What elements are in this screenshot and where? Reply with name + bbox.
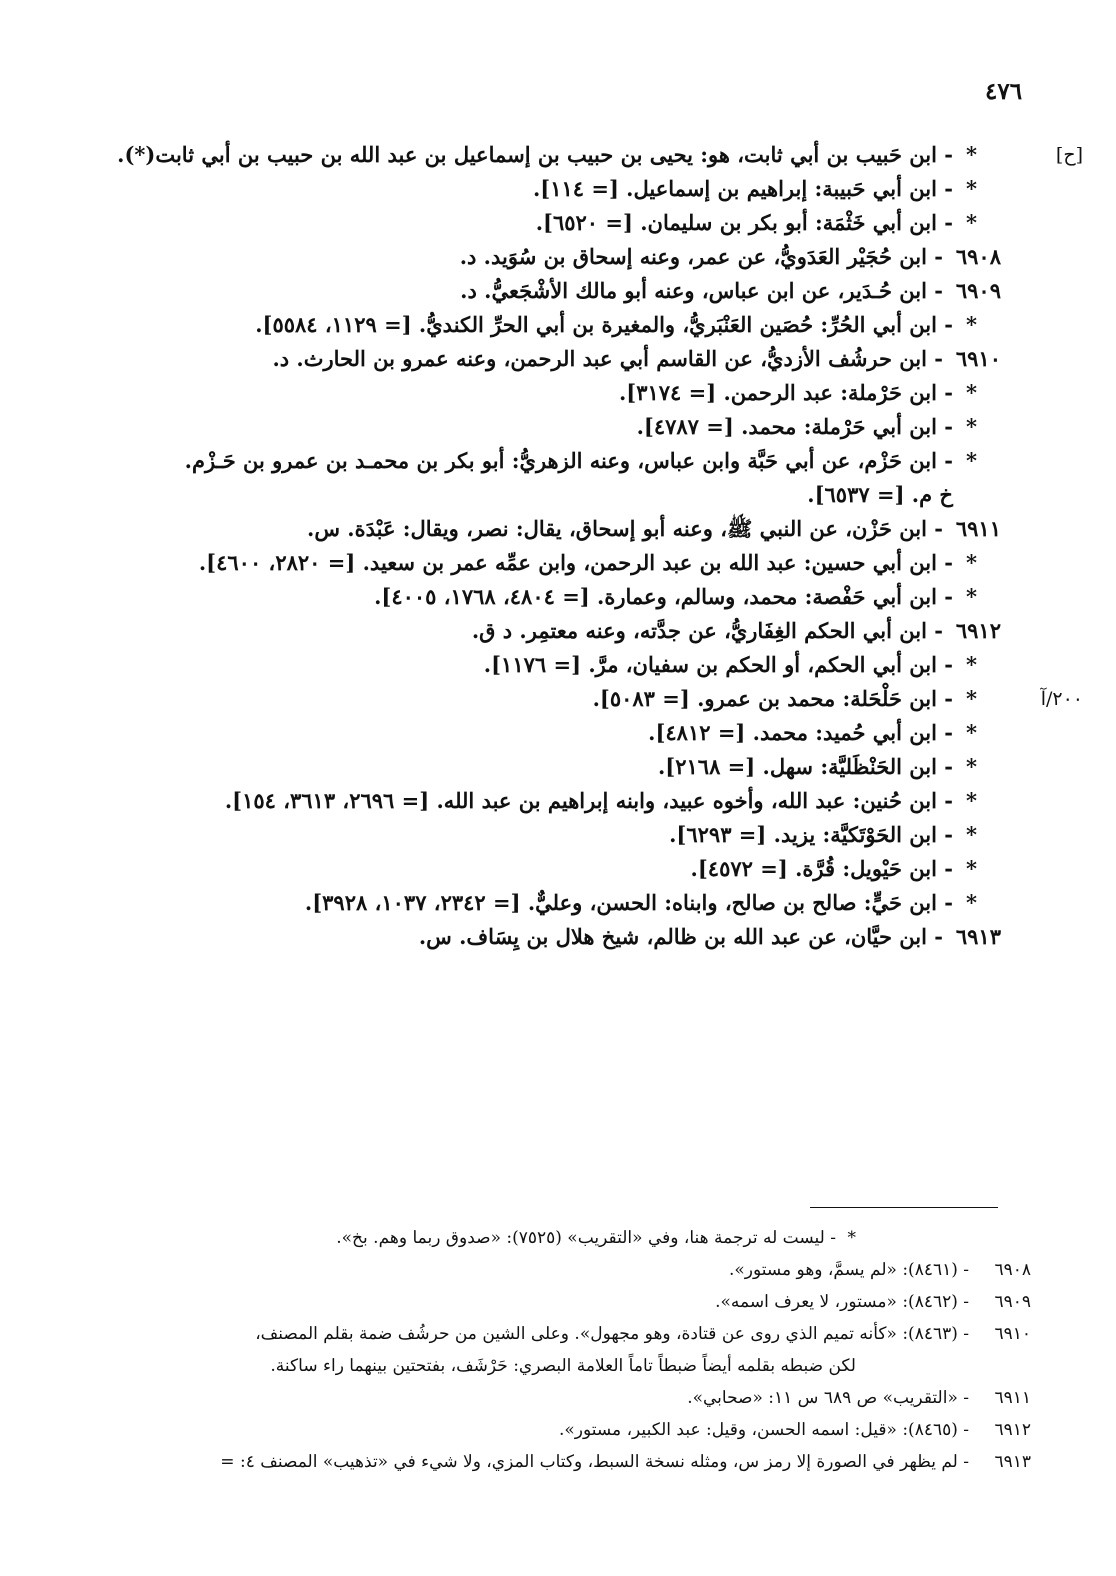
footnote [11, 1286, 1031, 1318]
entry-text: - ابن حَيْويل: قُرَّة. [= ٤٥٧٢]. [690, 856, 953, 881]
entry-marker: * [966, 652, 977, 677]
footnote-text: - (٨٤٦٣): «كأنه تميم الذي روى عن قتادة، وهو مجهول». وعلى الشين من حرشُف ضمة بقلم المصنف، [255, 1324, 969, 1344]
entry-line [41, 274, 1001, 308]
entry-line [41, 342, 1001, 376]
entry-text: - ابن حَزْم، عن أبي حَبَّة وابن عباس، وعنه الزهريُّ: أبو بكر بن محمـد بن عمرو بن حَـزْم. [184, 448, 953, 473]
margin-note: ٢٠٠/آ [1040, 688, 1083, 710]
entry-line [41, 138, 1083, 172]
entry-line [41, 308, 1001, 342]
entry-marker: * [966, 720, 977, 745]
entries-list [41, 138, 1083, 954]
footnotes [11, 1222, 1031, 1478]
footnote [11, 1382, 1031, 1414]
entry-marker: * [966, 550, 977, 575]
footnote [11, 1254, 1031, 1286]
entry-text: - ابن حَلْحَلة: محمد بن عمرو. [= ٥٠٨٣]. [592, 686, 953, 711]
entry-text: - ابن أبي الحكم، أو الحكم بن سفيان، مرَّ. [= ١١٧٦]. [483, 652, 953, 677]
footnote-number: ٦٩١٢ [994, 1420, 1031, 1440]
footnote-text: - (٨٤٦١): «لم يسمَّ، وهو مستور». [728, 1260, 969, 1280]
entry-line [41, 920, 1001, 954]
footnote [11, 1414, 1031, 1446]
footnote-text: - (٨٤٦٥): «قيل: اسمه الحسن، وقيل: عبد الكبير، مستور». [558, 1420, 969, 1440]
entry-number: ٦٩٠٨ [955, 244, 1001, 269]
entry-marker: * [966, 890, 977, 915]
entry-number: ٦٩١٠ [955, 346, 1001, 371]
entry-text: - ابن حرشُف الأزديُّ، عن القاسم أبي عبد الرحمن، وعنه عمرو بن الحارث. د. [272, 346, 943, 371]
entry-text: - ابن حُجَيْر العَدَويُّ، عن عمر، وعنه إسحاق بن سُوَيد. د. [459, 244, 943, 269]
entry-marker: * [966, 754, 977, 779]
footnote-number: ٦٩٠٩ [994, 1292, 1031, 1312]
entry-marker: * [966, 788, 977, 813]
entry-line [41, 750, 1001, 784]
entry-marker: * [966, 856, 977, 881]
entry-number: ٦٩٠٩ [955, 278, 1001, 303]
entry-text: - ابن أبي حَرْملة: محمد. [= ٤٧٨٧]. [636, 414, 953, 439]
entry-line [41, 172, 1001, 206]
entry-line [41, 852, 1001, 886]
entry-marker: * [966, 414, 977, 439]
footnote-number: ٦٩١١ [994, 1388, 1031, 1408]
entry-line [41, 206, 1001, 240]
entry-text: - ابن حيَّان، عن عبد الله بن ظالم، شيخ هلال بن يِسَاف. س. [418, 924, 943, 949]
entry-marker: * [966, 210, 977, 235]
footnote-number: ٦٩٠٨ [994, 1260, 1031, 1280]
entry-text: - ابن حَبيب بن أبي ثابت، هو: يحيى بن حبيب بن إسماعيل بن عبد الله بن حبيب بن أبي ثابت(*). [117, 142, 953, 167]
entry-number: ٦٩١٢ [955, 618, 1001, 643]
page-number: ٤٧٦ [985, 78, 1023, 105]
entry-text: - ابن حُـدَير، عن ابن عباس، وعنه أبو مالك الأشْجَعيُّ. د. [460, 278, 943, 303]
footnote-text: - ليست له ترجمة هنا، وفي «التقريب» (٧٥٢٥): «صدوق ربما وهم. بخ». [336, 1228, 836, 1248]
entry-marker: * [966, 380, 977, 405]
entry-line [41, 682, 1083, 716]
entry-text: - ابن حَزْن، عن النبي ﷺ، وعنه أبو إسحاق، يقال: نصر، ويقال: عَبْدَة. س. [307, 516, 943, 541]
footnote-text: لكن ضبطه بقلمه أيضاً ضبطاً تاماً العلامة البصري: حَرْشَف، بفتحتين بينهما راء ساكنة. [270, 1356, 856, 1376]
entry-line [41, 818, 1001, 852]
entry-text: - ابن حُنين: عبد الله، وأخوه عبيد، وابنه إبراهيم بن عبد الله. [= ٢٦٩٦، ٣٦١٣، ١٥٤]. [224, 788, 953, 813]
entry-marker: * [966, 312, 977, 337]
footnote [11, 1446, 1031, 1478]
entry-text: - ابن حَيٍّ: صالح بن صالح، وابناه: الحسن، وعليٌّ. [= ٢٣٤٢، ١٠٣٧، ٣٩٢٨]. [304, 890, 953, 915]
entry-text: خ م. [= ٦٥٣٧]. [807, 482, 953, 507]
entry-line [41, 444, 1001, 478]
footnote [11, 1318, 1031, 1350]
entry-text: - ابن أبي حُميد: محمد. [= ٤٨١٢]. [648, 720, 953, 745]
entry-line [41, 716, 1001, 750]
entry-marker: * [966, 142, 977, 167]
entry-line [41, 784, 1001, 818]
entry-line [41, 376, 1001, 410]
entry-marker: * [966, 822, 977, 847]
entry-line [41, 410, 1001, 444]
entry-number: ٦٩١١ [955, 516, 1001, 541]
entry-line [41, 580, 1001, 614]
entry-text: - ابن حَرْملة: عبد الرحمن. [= ٣١٧٤]. [618, 380, 953, 405]
entry-marker: * [966, 176, 977, 201]
entry-line [41, 614, 1001, 648]
entry-line [41, 512, 1001, 546]
footnote-text: - لم يظهر في الصورة إلا رمز س، ومثله نسخة السبط، وكتاب المزي، ولا شيء في «تذهيب» المصنف ٤: = [220, 1452, 969, 1472]
entry-text: - ابن أبي الحُرِّ: حُصَين العَنْبَريُّ، والمغيرة بن أبي الحرِّ الكنديُّ. [= ١١٢٩، ٥٥٨٤]. [255, 312, 953, 337]
entry-marker: * [966, 584, 977, 609]
footnote-marker: * [847, 1228, 856, 1248]
entry-marker: * [966, 686, 977, 711]
entry-line [41, 546, 1001, 580]
entry-line [41, 648, 1001, 682]
entry-marker: * [966, 448, 977, 473]
entry-number: ٦٩١٣ [955, 924, 1001, 949]
entry-continuation [41, 478, 1001, 512]
entry-text: - ابن أبي حَبيبة: إبراهيم بن إسماعيل. [= ١١٤]. [532, 176, 953, 201]
entry-text: - ابن الحَنْظَليَّة: سهل. [= ٢١٦٨]. [658, 754, 953, 779]
footnote-text: - (٨٤٦٢): «مستور، لا يعرف اسمه». [715, 1292, 969, 1312]
entry-line [41, 240, 1001, 274]
footnote-number: ٦٩١٠ [994, 1324, 1031, 1344]
entry-line [41, 886, 1001, 920]
entry-text: - ابن أبي الحكم الغِفَاريُّ، عن جدَّته، وعنه معتمِر. د ق. [471, 618, 943, 643]
footnote [11, 1222, 1031, 1254]
entry-text: - ابن الحَوْتَكيَّة: يزيد. [= ٦٢٩٣]. [669, 822, 953, 847]
entry-text: - ابن أبي خَثْمَة: أبو بكر بن سليمان. [= ٦٥٢٠]. [535, 210, 953, 235]
footnote-text: - «التقريب» ص ٦٨٩ س ١١: «صحابي». [687, 1388, 969, 1408]
footnote-continuation [11, 1350, 1031, 1382]
margin-note: [ح] [1055, 144, 1083, 166]
footnote-number: ٦٩١٣ [994, 1452, 1031, 1472]
entry-text: - ابن أبي حسين: عبد الله بن عبد الرحمن، وابن عمِّه عمر بن سعيد. [= ٢٨٢٠، ٤٦٠٠]. [198, 550, 953, 575]
entry-text: - ابن أبي حَفْصة: محمد، وسالم، وعمارة. [= ٤٨٠٤، ١٧٦٨، ٤٠٠٥]. [374, 584, 953, 609]
footnote-divider [810, 1207, 998, 1208]
